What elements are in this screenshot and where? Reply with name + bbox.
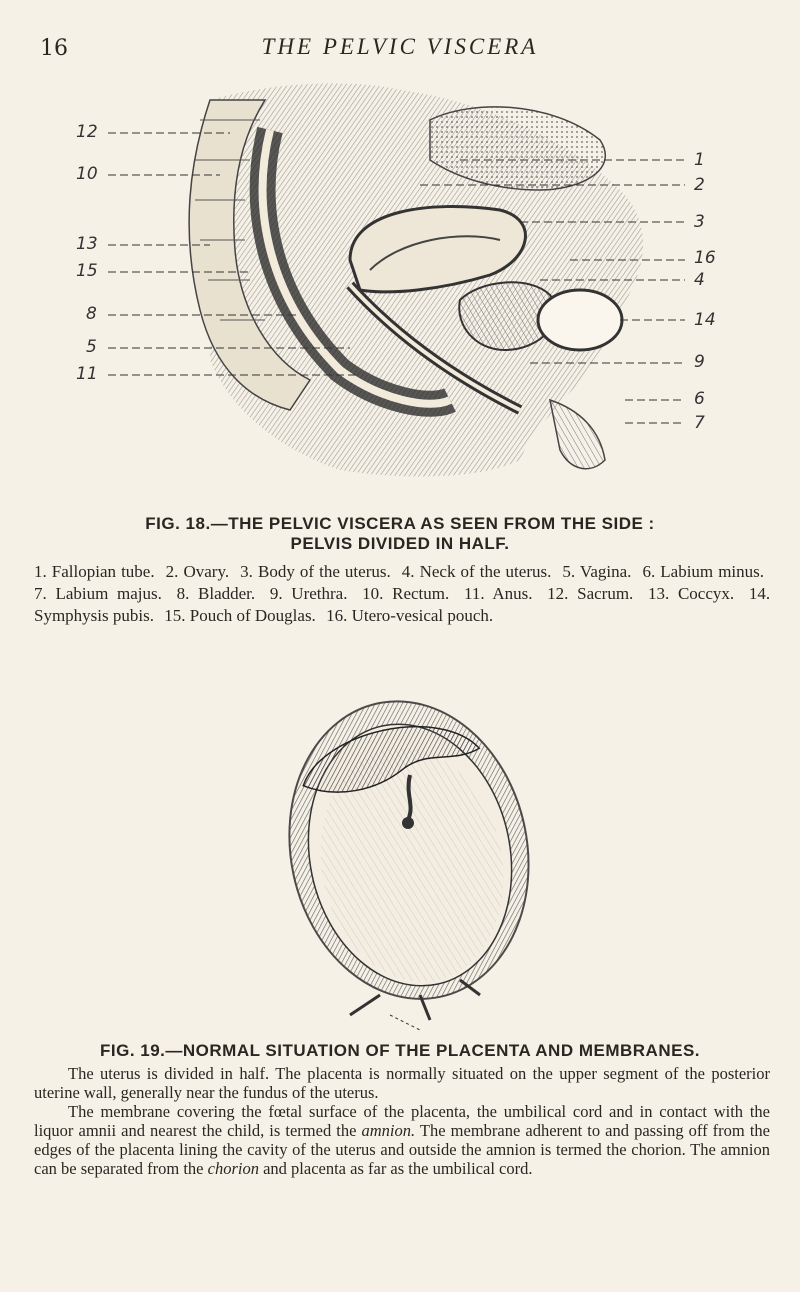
figure-18-illustration: [100, 80, 720, 500]
legend-item: 15. Pouch of Douglas.: [164, 606, 316, 625]
body-text: [34, 1064, 770, 1178]
legend-item: 5. Vagina.: [562, 562, 632, 581]
label-8: 8: [86, 304, 97, 324]
figure-18-caption-line2: PELVIS DIVIDED IN HALF.: [290, 534, 510, 553]
legend-item: 4. Neck of the uterus.: [401, 562, 552, 581]
legend-item: 11. Anus.: [463, 584, 533, 603]
label-10: 10: [76, 164, 98, 184]
amnion-term: amnion.: [361, 1121, 416, 1140]
legend-item: 13. Coccyx.: [648, 584, 735, 603]
label-16: 16: [694, 248, 716, 268]
label-6: 6: [694, 389, 705, 409]
paragraph-2-part-a: The membrane covering the fœtal surface of the placenta, the umbilical cord and in contact with the liquor amnii and nearest the child, is termed the: [34, 1102, 770, 1140]
paragraph-2-part-c: and placenta as far as the umbilical cord.: [258, 1159, 533, 1178]
legend-item: 12. Sacrum.: [547, 584, 634, 603]
legend-item: 16. Utero-vesical pouch.: [326, 606, 494, 625]
legend-item: 6. Labium minus.: [642, 562, 765, 581]
figure-18-caption: [0, 514, 800, 554]
label-13: 13: [76, 234, 98, 254]
figure-19-caption: FIG. 19.—NORMAL SITUATION OF THE PLACENTA AND MEMBRANES.: [99, 1041, 701, 1060]
legend-item: 7. Labium majus.: [34, 584, 162, 603]
label-9: 9: [694, 352, 705, 372]
figure-19-illustration: [270, 695, 550, 1035]
label-1: 1: [694, 150, 705, 170]
label-11: 11: [76, 364, 98, 384]
legend-item: 2. Ovary.: [165, 562, 230, 581]
figure-18-caption-line1: FIG. 18.—THE PELVIC VISCERA AS SEEN FROM THE SIDE :: [145, 514, 655, 533]
page-number: 16: [40, 36, 68, 61]
legend-item: 14. Symphysis pubis.: [34, 584, 771, 625]
chorion-term: chorion: [207, 1159, 259, 1178]
label-12: 12: [76, 122, 98, 142]
label-5: 5: [86, 337, 97, 357]
label-4: 4: [694, 270, 705, 290]
figure-18-legend: [34, 561, 770, 627]
paragraph-2: [34, 1102, 770, 1178]
running-title: THE PELVIC VISCERA: [261, 34, 539, 59]
legend-item: 8. Bladder.: [176, 584, 256, 603]
legend-item: 3. Body of the uterus.: [240, 562, 391, 581]
paragraph-2-part-b: The membrane adherent to and passing off from the edges of the placenta lining the cavity of the uterus and outside the amnion is termed the chorion. The amnion can be separated from the: [34, 1121, 770, 1178]
legend-item: 10. Rectum.: [362, 584, 450, 603]
label-14: 14: [694, 310, 716, 330]
label-7: 7: [694, 413, 705, 433]
label-15: 15: [76, 261, 98, 281]
label-3: 3: [694, 212, 705, 232]
paragraph-1: The uterus is divided in half. The placenta is normally situated on the upper segment of the posterior uterine wall, generally near the fundus of the uterus.: [34, 1064, 770, 1102]
legend-item: 1. Fallopian tube.: [34, 562, 155, 581]
legend-item: 9. Urethra.: [269, 584, 348, 603]
label-2: 2: [694, 175, 705, 195]
